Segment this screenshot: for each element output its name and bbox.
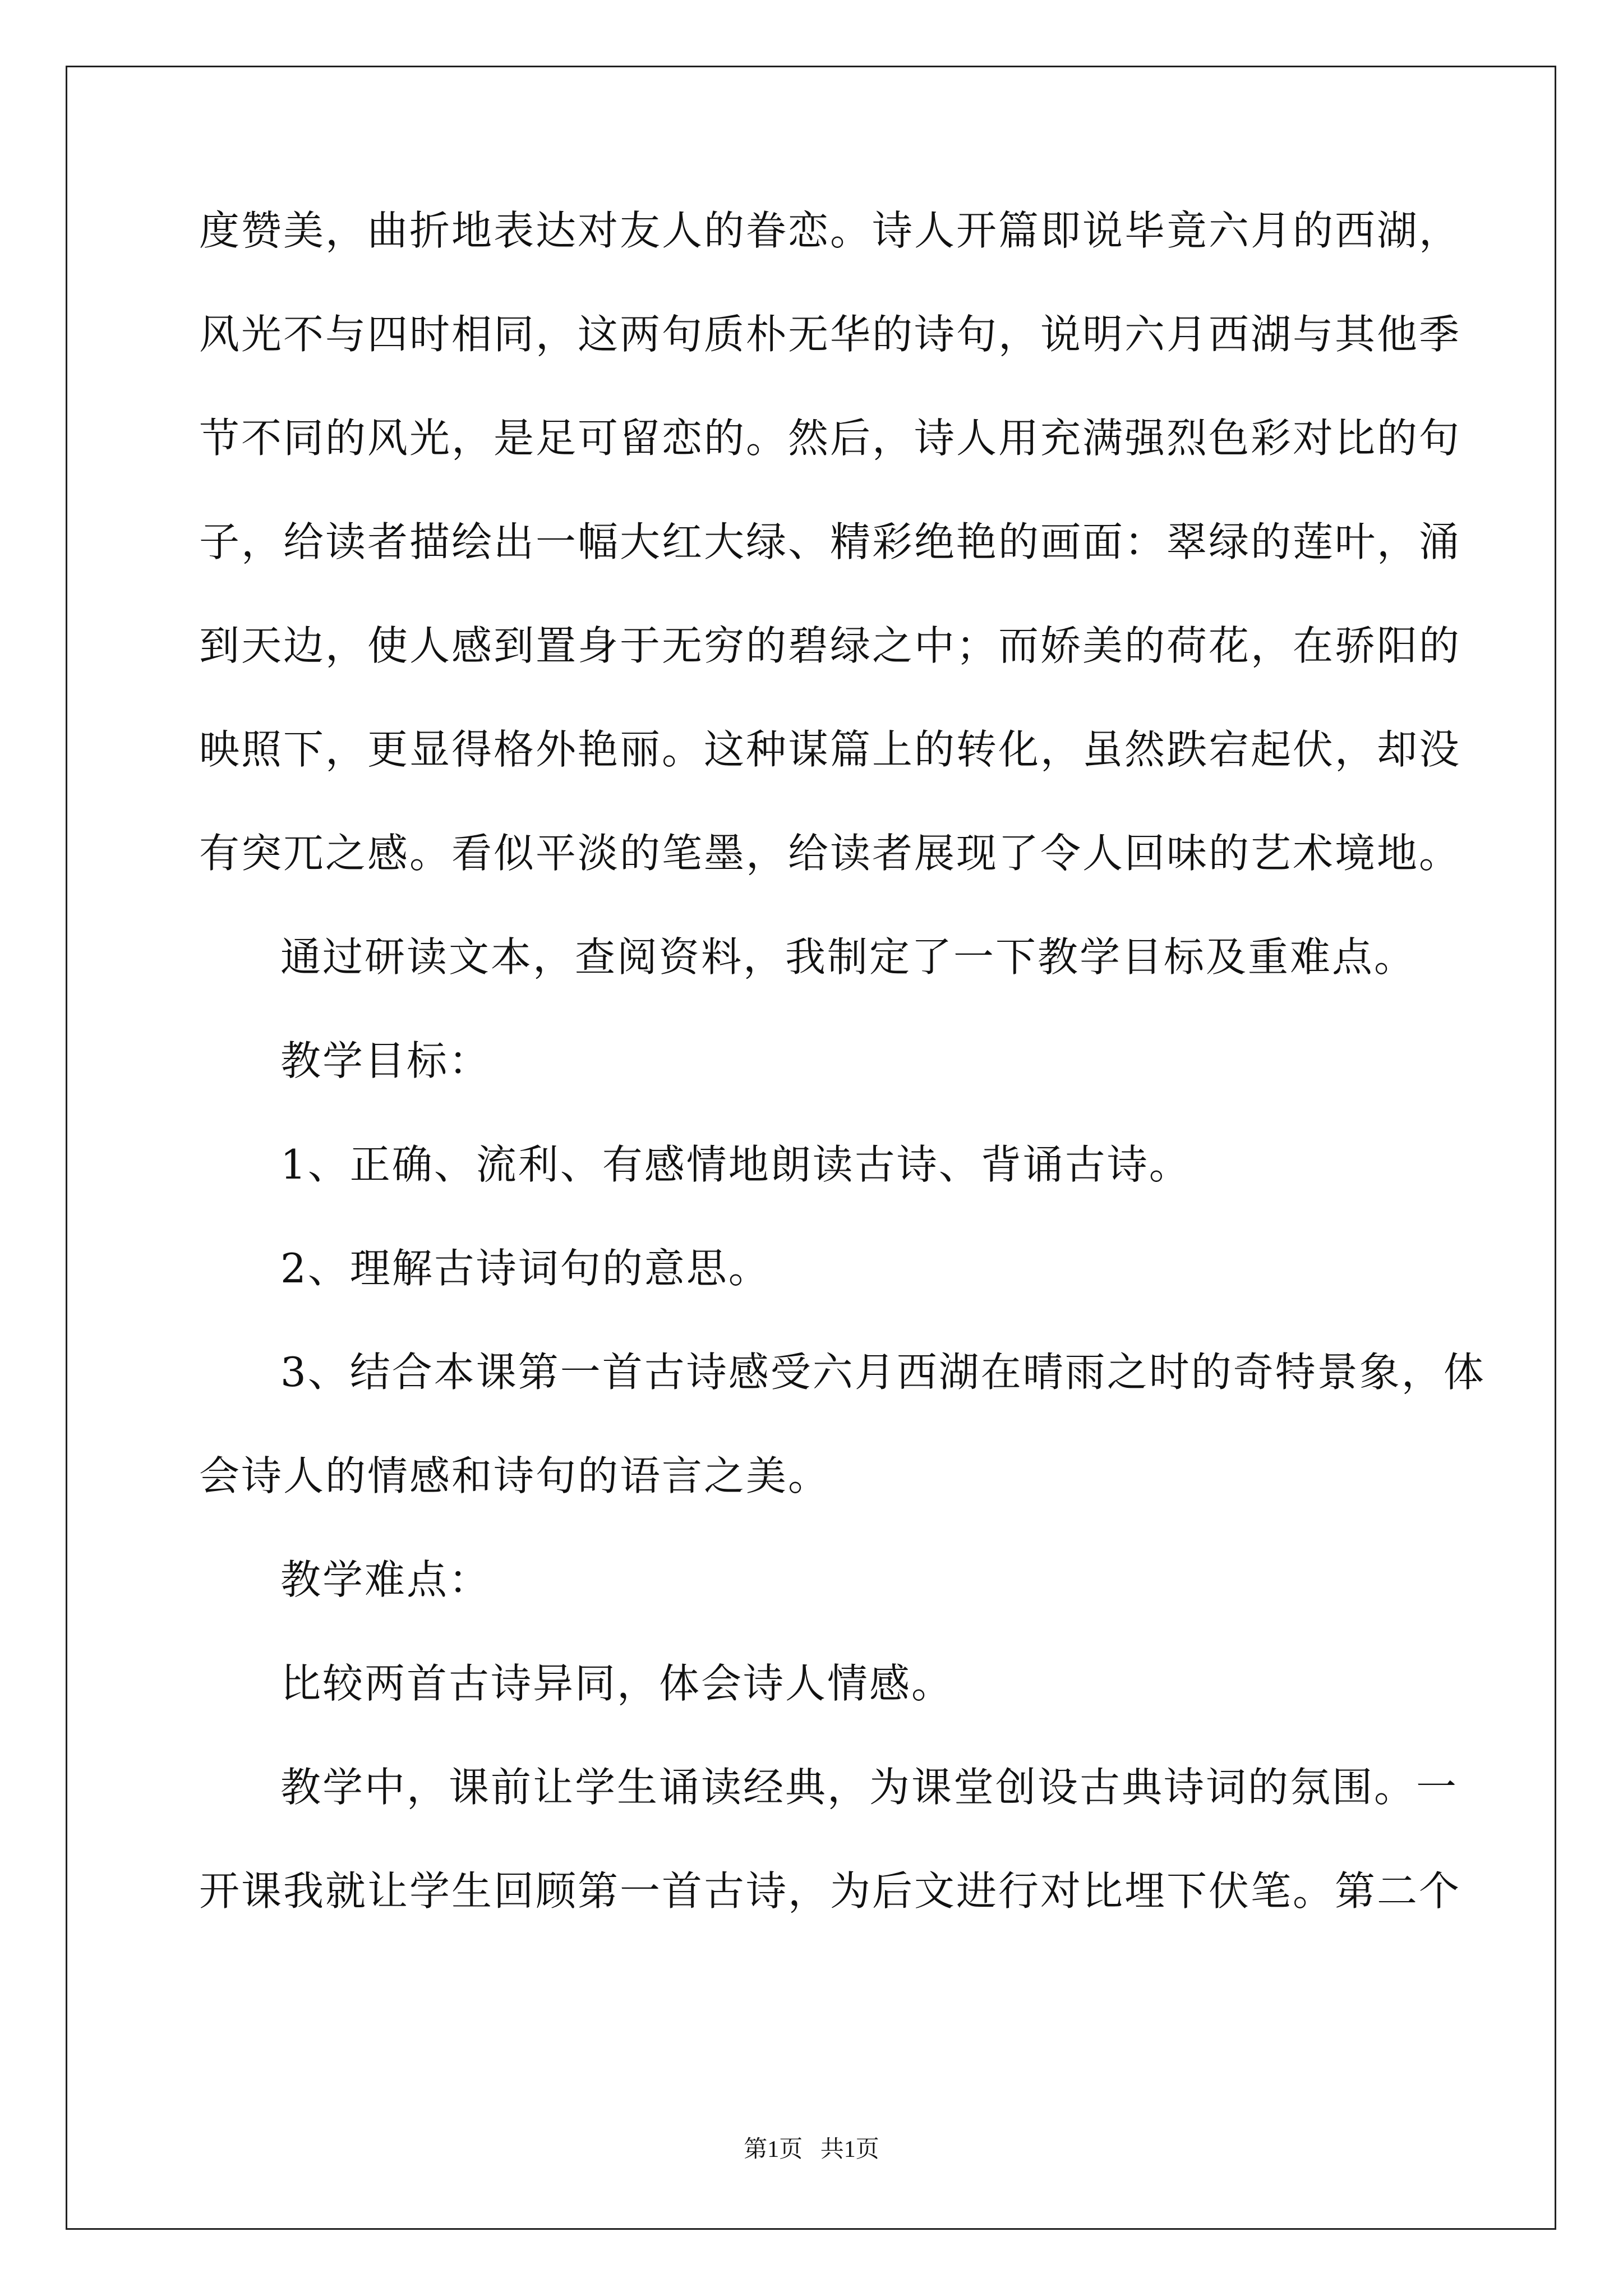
section-heading-difficulties: 教学难点：	[280, 1556, 491, 1603]
page-footer: 第1页 共1页	[744, 2137, 879, 2162]
difficulty-item: 比较两首古诗异同，体会诗人情感。	[280, 1660, 954, 1707]
paragraph-line: 通过研读文本，查阅资料，我制定了一下教学目标及重难点。	[280, 933, 1417, 981]
paragraph-line: 教学中，课前让学生诵读经典，为课堂创设古典诗词的氛围。一	[280, 1764, 1459, 1811]
section-heading-objectives: 教学目标：	[280, 1037, 491, 1084]
body-line: 到天边，使人感到置身于无穷的碧绿之中；而娇美的荷花，在骄阳的	[199, 622, 1461, 669]
body-line: 节不同的风光，是足可留恋的。然后，诗人用充满强烈色彩对比的句	[199, 415, 1461, 462]
body-line: 度赞美，曲折地表达对友人的眷恋。诗人开篇即说毕竟六月的西湖，	[199, 207, 1461, 254]
objective-item-1: 1、正确、流利、有感情地朗读古诗、背诵古诗。	[280, 1141, 1191, 1188]
document-body	[199, 207, 1486, 1975]
body-line: 风光不与四时相同，这两句质朴无华的诗句，说明六月西湖与其他季	[199, 311, 1461, 358]
body-line: 有突兀之感。看似平淡的笔墨，给读者展现了令人回味的艺术境地。	[199, 830, 1461, 877]
body-line: 映照下，更显得格外艳丽。这种谋篇上的转化，虽然跌宕起伏，却没	[199, 726, 1461, 773]
objective-item-3: 3、结合本课第一首古诗感受六月西湖在晴雨之时的奇特景象，体	[280, 1349, 1486, 1396]
objective-item-2: 2、理解古诗词句的意思。	[280, 1245, 771, 1292]
objective-item-3-continued: 会诗人的情感和诗句的语言之美。	[199, 1452, 831, 1499]
body-line: 开课我就让学生回顾第一首古诗，为后文进行对比埋下伏笔。第二个	[199, 1867, 1461, 1915]
body-line: 子，给读者描绘出一幅大红大绿、精彩绝艳的画面：翠绿的莲叶，涌	[199, 518, 1461, 565]
